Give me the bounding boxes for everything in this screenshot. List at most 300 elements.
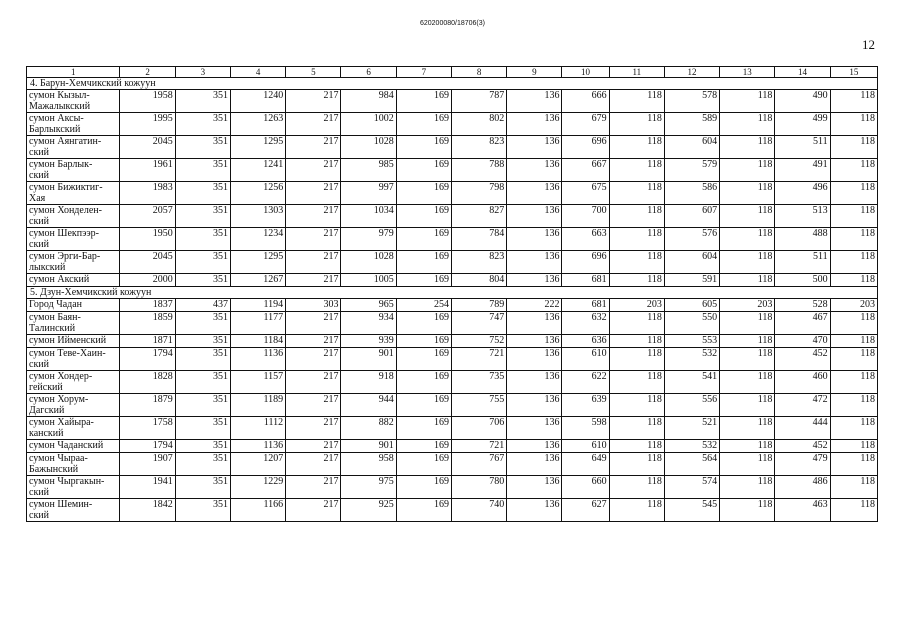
table-cell: 351 (175, 499, 230, 522)
table-cell: 1828 (120, 371, 175, 394)
table-cell: 1166 (230, 499, 285, 522)
table-cell: 169 (396, 417, 451, 440)
table-cell: 217 (286, 335, 341, 348)
table-cell: 118 (609, 476, 664, 499)
table-cell: 118 (609, 371, 664, 394)
table-cell: 169 (396, 312, 451, 335)
table-cell: 574 (664, 476, 719, 499)
table-cell: 169 (396, 182, 451, 205)
table-cell: 1958 (120, 90, 175, 113)
table-cell: 985 (341, 159, 396, 182)
table-cell: 118 (720, 136, 775, 159)
table-cell: 136 (507, 348, 562, 371)
table-cell: 136 (507, 182, 562, 205)
table-cell: 118 (830, 228, 877, 251)
table-cell: 1189 (230, 394, 285, 417)
table-cell: 351 (175, 417, 230, 440)
table-cell: 1207 (230, 453, 285, 476)
table-cell: 217 (286, 394, 341, 417)
table-cell: 679 (562, 113, 609, 136)
row-name: сумон Хорум- Дагский (27, 394, 120, 417)
table-cell: 610 (562, 440, 609, 453)
table-cell: 118 (830, 251, 877, 274)
table-cell: 136 (507, 499, 562, 522)
table-cell: 136 (507, 476, 562, 499)
table-cell: 351 (175, 335, 230, 348)
table-cell: 118 (720, 417, 775, 440)
table-cell: 136 (507, 205, 562, 228)
table-row (27, 299, 878, 312)
table-cell: 169 (396, 274, 451, 287)
table-cell: 118 (720, 159, 775, 182)
table-cell: 118 (609, 394, 664, 417)
table-cell: 217 (286, 251, 341, 274)
table-cell: 752 (451, 335, 506, 348)
table-cell: 351 (175, 453, 230, 476)
table-cell: 118 (830, 274, 877, 287)
table-cell: 1995 (120, 113, 175, 136)
table-cell: 579 (664, 159, 719, 182)
table-cell: 499 (775, 113, 830, 136)
table-cell: 605 (664, 299, 719, 312)
table-cell: 118 (720, 251, 775, 274)
table-cell: 532 (664, 440, 719, 453)
table-cell: 118 (720, 499, 775, 522)
table-cell: 136 (507, 394, 562, 417)
table-cell: 1837 (120, 299, 175, 312)
table-cell: 118 (720, 440, 775, 453)
table-cell: 975 (341, 476, 396, 499)
column-header: 9 (507, 67, 562, 78)
table-cell: 511 (775, 251, 830, 274)
table-cell: 553 (664, 335, 719, 348)
table-cell: 169 (396, 159, 451, 182)
table-cell: 118 (609, 335, 664, 348)
table-cell: 463 (775, 499, 830, 522)
table-cell: 472 (775, 394, 830, 417)
table-cell: 203 (720, 299, 775, 312)
table-cell: 1034 (341, 205, 396, 228)
table-cell: 351 (175, 159, 230, 182)
table-cell: 700 (562, 205, 609, 228)
table-cell: 118 (720, 348, 775, 371)
table-cell: 802 (451, 113, 506, 136)
table-cell: 118 (830, 205, 877, 228)
table-cell: 118 (830, 440, 877, 453)
table-row (27, 394, 878, 417)
table-cell: 118 (609, 453, 664, 476)
table-row (27, 440, 878, 453)
column-header: 10 (562, 67, 609, 78)
table-cell: 351 (175, 440, 230, 453)
table-cell: 532 (664, 348, 719, 371)
table-cell: 136 (507, 251, 562, 274)
table-cell: 118 (830, 182, 877, 205)
table-cell: 254 (396, 299, 451, 312)
table-cell: 663 (562, 228, 609, 251)
table-cell: 1303 (230, 205, 285, 228)
table-cell: 1002 (341, 113, 396, 136)
table-cell: 1295 (230, 136, 285, 159)
table-cell: 118 (609, 274, 664, 287)
column-header: 8 (451, 67, 506, 78)
table-row (27, 136, 878, 159)
table-cell: 735 (451, 371, 506, 394)
table-cell: 452 (775, 440, 830, 453)
table-cell: 706 (451, 417, 506, 440)
table-cell: 1184 (230, 335, 285, 348)
table-cell: 217 (286, 159, 341, 182)
row-name: сумон Кызыл- Мажалыкский (27, 90, 120, 113)
table-cell: 467 (775, 312, 830, 335)
table-cell: 823 (451, 251, 506, 274)
table-cell: 1842 (120, 499, 175, 522)
table-cell: 118 (720, 90, 775, 113)
table-cell: 351 (175, 274, 230, 287)
data-table (26, 66, 878, 522)
section-header-row (27, 287, 878, 299)
table-cell: 1005 (341, 274, 396, 287)
row-name: сумон Барлык- ский (27, 159, 120, 182)
table-cell: 1907 (120, 453, 175, 476)
table-cell: 470 (775, 335, 830, 348)
table-cell: 479 (775, 453, 830, 476)
table-cell: 118 (830, 394, 877, 417)
column-header: 4 (230, 67, 285, 78)
table-row (27, 90, 878, 113)
table-cell: 1136 (230, 348, 285, 371)
section-header-row (27, 78, 878, 90)
table-row (27, 453, 878, 476)
row-name: сумон Хайыра- канский (27, 417, 120, 440)
row-name: сумон Шекпээр- ский (27, 228, 120, 251)
table-cell: 598 (562, 417, 609, 440)
table-cell: 1794 (120, 348, 175, 371)
table-cell: 169 (396, 113, 451, 136)
table-cell: 351 (175, 348, 230, 371)
table-cell: 1859 (120, 312, 175, 335)
table-cell: 118 (720, 205, 775, 228)
column-header: 14 (775, 67, 830, 78)
table-cell: 721 (451, 348, 506, 371)
table-cell: 118 (609, 228, 664, 251)
table-row (27, 205, 878, 228)
table-cell: 925 (341, 499, 396, 522)
table-cell: 1028 (341, 136, 396, 159)
table-cell: 827 (451, 205, 506, 228)
table-cell: 217 (286, 453, 341, 476)
row-name: сумон Чыраа- Бажынский (27, 453, 120, 476)
table-cell: 528 (775, 299, 830, 312)
table-cell: 351 (175, 90, 230, 113)
table-cell: 556 (664, 394, 719, 417)
table-cell: 118 (830, 113, 877, 136)
table-cell: 823 (451, 136, 506, 159)
table-cell: 767 (451, 453, 506, 476)
table-cell: 452 (775, 348, 830, 371)
table-cell: 203 (830, 299, 877, 312)
table-cell: 118 (830, 417, 877, 440)
table-cell: 1983 (120, 182, 175, 205)
row-name: Город Чадан (27, 299, 120, 312)
table-cell: 660 (562, 476, 609, 499)
table-row (27, 113, 878, 136)
table-cell: 118 (609, 348, 664, 371)
table-cell: 589 (664, 113, 719, 136)
table-row (27, 499, 878, 522)
table-cell: 564 (664, 453, 719, 476)
table-cell: 1267 (230, 274, 285, 287)
column-header: 1 (27, 67, 120, 78)
table-cell: 169 (396, 499, 451, 522)
table-cell: 541 (664, 371, 719, 394)
table-row (27, 312, 878, 335)
table-cell: 118 (720, 274, 775, 287)
table-cell: 351 (175, 251, 230, 274)
table-cell: 627 (562, 499, 609, 522)
column-header: 7 (396, 67, 451, 78)
row-name: сумон Баян- Талинский (27, 312, 120, 335)
table-cell: 545 (664, 499, 719, 522)
row-name: сумон Хондер- гейский (27, 371, 120, 394)
row-name: сумон Аксы- Барлыкский (27, 113, 120, 136)
table-cell: 675 (562, 182, 609, 205)
table-row (27, 251, 878, 274)
row-name: сумон Чаданский (27, 440, 120, 453)
table-row (27, 274, 878, 287)
table-cell: 1879 (120, 394, 175, 417)
table-cell: 1194 (230, 299, 285, 312)
table-cell: 118 (720, 228, 775, 251)
table-cell: 136 (507, 371, 562, 394)
section-title: 4. Барун-Хемчикский кожуун (27, 78, 878, 90)
table-cell: 351 (175, 312, 230, 335)
table-cell: 169 (396, 90, 451, 113)
table-cell: 681 (562, 274, 609, 287)
table-cell: 351 (175, 476, 230, 499)
row-name: сумон Аянгатин- ский (27, 136, 120, 159)
table-row (27, 159, 878, 182)
table-cell: 118 (830, 371, 877, 394)
table-cell: 118 (830, 312, 877, 335)
table-cell: 136 (507, 113, 562, 136)
table-cell: 118 (609, 440, 664, 453)
table-cell: 136 (507, 274, 562, 287)
table-cell: 490 (775, 90, 830, 113)
table-cell: 118 (609, 251, 664, 274)
table-cell: 136 (507, 159, 562, 182)
table-row (27, 371, 878, 394)
table-cell: 1950 (120, 228, 175, 251)
table-cell: 576 (664, 228, 719, 251)
table-cell: 217 (286, 113, 341, 136)
table-cell: 351 (175, 113, 230, 136)
table-cell: 351 (175, 136, 230, 159)
table-cell: 622 (562, 371, 609, 394)
table-row (27, 228, 878, 251)
table-cell: 780 (451, 476, 506, 499)
table-cell: 217 (286, 90, 341, 113)
table-cell: 521 (664, 417, 719, 440)
table-cell: 491 (775, 159, 830, 182)
row-name: сумон Теве-Хаин- ский (27, 348, 120, 371)
table-cell: 118 (720, 394, 775, 417)
table-cell: 666 (562, 90, 609, 113)
row-name: сумон Эрги-Бар- лыкский (27, 251, 120, 274)
table-cell: 169 (396, 476, 451, 499)
table-cell: 118 (609, 90, 664, 113)
row-name: сумон Бижиктиг- Хая (27, 182, 120, 205)
table-cell: 1263 (230, 113, 285, 136)
table-cell: 136 (507, 417, 562, 440)
table-cell: 217 (286, 371, 341, 394)
table-cell: 118 (609, 182, 664, 205)
table-cell: 747 (451, 312, 506, 335)
table-cell: 217 (286, 440, 341, 453)
table-cell: 169 (396, 440, 451, 453)
table-row (27, 182, 878, 205)
table-cell: 169 (396, 335, 451, 348)
table-cell: 444 (775, 417, 830, 440)
table-cell: 460 (775, 371, 830, 394)
table-cell: 1794 (120, 440, 175, 453)
table-cell: 1941 (120, 476, 175, 499)
table-cell: 118 (830, 90, 877, 113)
table-cell: 118 (830, 348, 877, 371)
column-header: 11 (609, 67, 664, 78)
table-cell: 203 (609, 299, 664, 312)
table-cell: 136 (507, 335, 562, 348)
table-cell: 2057 (120, 205, 175, 228)
row-name: сумон Акский (27, 274, 120, 287)
table-cell: 681 (562, 299, 609, 312)
column-header: 13 (720, 67, 775, 78)
table-row (27, 348, 878, 371)
table-cell: 979 (341, 228, 396, 251)
table-cell: 118 (830, 476, 877, 499)
table-cell: 118 (609, 113, 664, 136)
table-cell: 118 (830, 499, 877, 522)
table-cell: 496 (775, 182, 830, 205)
table-cell: 169 (396, 348, 451, 371)
table-cell: 351 (175, 182, 230, 205)
table-cell: 217 (286, 205, 341, 228)
table-cell: 351 (175, 228, 230, 251)
table-cell: 118 (609, 205, 664, 228)
table-cell: 1229 (230, 476, 285, 499)
column-header: 6 (341, 67, 396, 78)
table-cell: 118 (720, 453, 775, 476)
table-cell: 1871 (120, 335, 175, 348)
table-cell: 787 (451, 90, 506, 113)
table-cell: 1256 (230, 182, 285, 205)
table-cell: 901 (341, 348, 396, 371)
table-cell: 918 (341, 371, 396, 394)
table-cell: 488 (775, 228, 830, 251)
table-cell: 1028 (341, 251, 396, 274)
document-id: 620200080/18706(3) (419, 20, 485, 27)
table-cell: 740 (451, 499, 506, 522)
table-cell: 136 (507, 228, 562, 251)
table-cell: 169 (396, 136, 451, 159)
table-cell: 217 (286, 417, 341, 440)
table-cell: 798 (451, 182, 506, 205)
table-cell: 437 (175, 299, 230, 312)
table-cell: 169 (396, 453, 451, 476)
table-cell: 649 (562, 453, 609, 476)
table-cell: 169 (396, 394, 451, 417)
table-cell: 351 (175, 205, 230, 228)
table-cell: 217 (286, 476, 341, 499)
table-cell: 788 (451, 159, 506, 182)
table-cell: 604 (664, 251, 719, 274)
table-cell: 550 (664, 312, 719, 335)
row-name: сумон Чыргакын- ский (27, 476, 120, 499)
table-cell: 639 (562, 394, 609, 417)
table-cell: 610 (562, 348, 609, 371)
table-cell: 1234 (230, 228, 285, 251)
section-title: 5. Дзун-Хемчикский кожуун (27, 287, 878, 299)
table-cell: 118 (720, 335, 775, 348)
column-header-row (27, 67, 878, 78)
table-cell: 1136 (230, 440, 285, 453)
table-cell: 934 (341, 312, 396, 335)
table-cell: 784 (451, 228, 506, 251)
table-cell: 1157 (230, 371, 285, 394)
table-cell: 1758 (120, 417, 175, 440)
table-row (27, 335, 878, 348)
table-cell: 604 (664, 136, 719, 159)
table-cell: 586 (664, 182, 719, 205)
table-cell: 901 (341, 440, 396, 453)
table-cell: 169 (396, 371, 451, 394)
column-header: 3 (175, 67, 230, 78)
table-body (27, 78, 878, 522)
column-header: 5 (286, 67, 341, 78)
table-cell: 351 (175, 371, 230, 394)
table-cell: 136 (507, 440, 562, 453)
table-cell: 118 (609, 499, 664, 522)
table-row (27, 476, 878, 499)
table-cell: 789 (451, 299, 506, 312)
table-cell: 944 (341, 394, 396, 417)
table-cell: 217 (286, 136, 341, 159)
table-cell: 2000 (120, 274, 175, 287)
table-cell: 118 (720, 113, 775, 136)
table-cell: 1240 (230, 90, 285, 113)
table-cell: 997 (341, 182, 396, 205)
table-cell: 500 (775, 274, 830, 287)
table-cell: 136 (507, 453, 562, 476)
table-cell: 169 (396, 228, 451, 251)
table-cell: 118 (830, 453, 877, 476)
table-cell: 217 (286, 499, 341, 522)
table-cell: 636 (562, 335, 609, 348)
table-cell: 958 (341, 453, 396, 476)
table-cell: 217 (286, 228, 341, 251)
table-cell: 217 (286, 274, 341, 287)
table-cell: 222 (507, 299, 562, 312)
table-cell: 755 (451, 394, 506, 417)
table-cell: 2045 (120, 136, 175, 159)
column-header: 12 (664, 67, 719, 78)
row-name: сумон Шемин- ский (27, 499, 120, 522)
table-cell: 118 (720, 312, 775, 335)
table-cell: 217 (286, 182, 341, 205)
table-cell: 939 (341, 335, 396, 348)
table-cell: 136 (507, 136, 562, 159)
table-cell: 696 (562, 251, 609, 274)
